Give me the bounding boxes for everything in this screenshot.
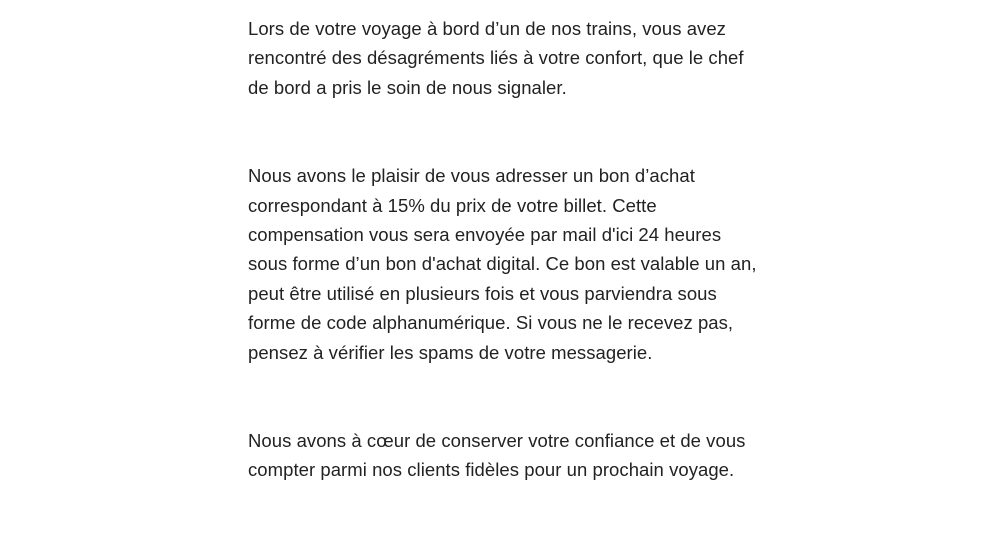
email-body bbox=[248, 14, 758, 485]
paragraph-voucher: Nous avons le plaisir de vous adresser un bon d’achat correspondant à 15% du prix de votre billet. Cette compensation vous sera envoyée par mail d'ici 24 heures sous forme d’un bon d'achat digital. Ce bon est valable un an, peut être utilisé en plusieurs fois et vous parviendra sous forme de code alphanumérique. Si vous ne le recevez pas, pensez à vérifier les spams de votre messagerie. bbox=[248, 165, 757, 363]
paragraph-loyalty: Nous avons à cœur de conserver votre confiance et de vous compter parmi nos clients fidèles pour un prochain voyage. bbox=[248, 430, 746, 481]
paragraph-inconvenience: Lors de votre voyage à bord d’un de nos trains, vous avez rencontré des désagréments liés à votre confort, que le chef de bord a pris le soin de nous signaler. bbox=[248, 18, 744, 98]
